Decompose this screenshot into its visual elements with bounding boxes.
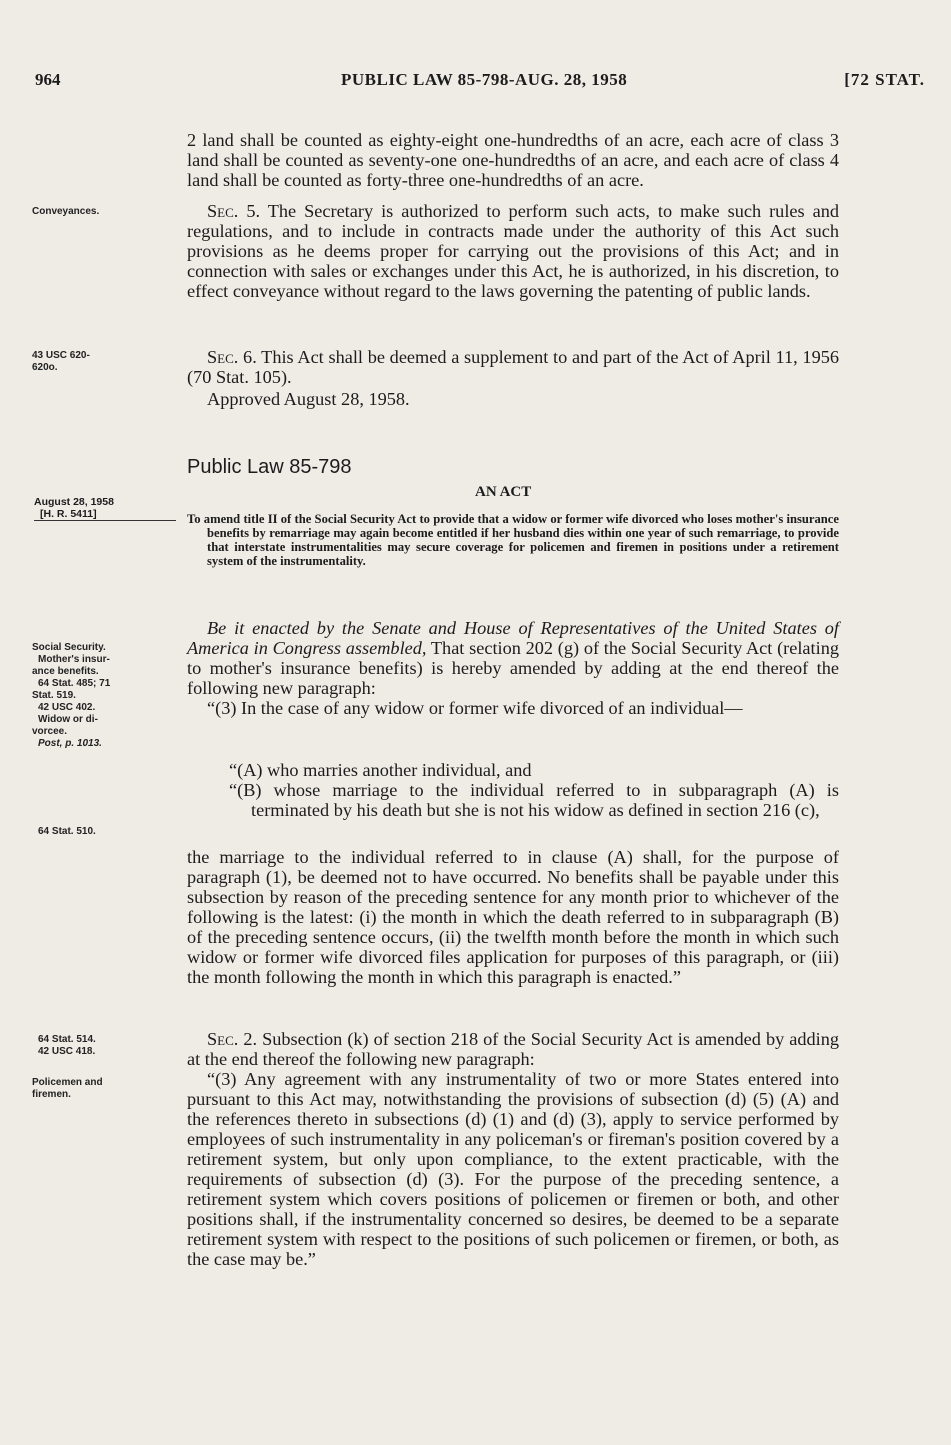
section-2 bbox=[187, 1029, 839, 1269]
margin-note-text: firemen. bbox=[32, 1089, 71, 1100]
margin-note-text: Widow or di- bbox=[38, 714, 98, 725]
continuation-text: 2 land shall be counted as eighty-eight one-hundredths of an acre, each acre of class 3 land shall be counted as seventy-one one-hundredths of an acre, and each acre of class 4 land shall be counted as forty-three one-hundredths of an acre. bbox=[187, 130, 839, 190]
margin-note-text: Policemen and bbox=[32, 1077, 103, 1088]
margin-note-text: [H. R. 5411] bbox=[40, 508, 97, 520]
margin-note-text: Mother's insur- bbox=[38, 654, 110, 665]
margin-note-text: Social Security. bbox=[32, 642, 106, 653]
header-stat-ref: [72 STAT. bbox=[844, 70, 925, 89]
margin-note-text: 64 Stat. 514. bbox=[38, 1034, 96, 1045]
margin-note-text: 620o. bbox=[32, 362, 58, 373]
sec1-text: That section 202 (g) of the Social Security Act (relating to mother's insurance benefits) is hereby amended by adding at the end thereof the following new paragraph: bbox=[187, 638, 839, 698]
header-title: PUBLIC LAW 85-798-AUG. 28, 1958 bbox=[341, 70, 628, 89]
margin-note-sec2-refs bbox=[32, 1034, 182, 1058]
margin-note-conveyances bbox=[32, 206, 182, 218]
public-law-title: Public Law 85-798 bbox=[187, 456, 352, 478]
margin-note-social-security bbox=[32, 642, 182, 750]
margin-note-64stat510 bbox=[32, 826, 182, 838]
margin-note-text: 42 USC 418. bbox=[38, 1046, 96, 1057]
summary-text: To amend title II of the Social Security Act to provide that a widow or former wife divorced who loses mother's insurance benefits by remarriage may again become entitled if her husband dies within one year of such remarriage, to provide that interstate instrumentalities may secure coverage for policemen and firemen in positions under a retirement system of the instrumentality. bbox=[187, 512, 839, 568]
paragraph-3-rest-text: the marriage to the individual referred to in clause (A) shall, for the purpose of paragraph (1), be deemed not to have occurred. No benefits shall be payable under this subsection by reason of the preceding sentence for any month prior to whichever of the following is the latest: (i) the month in which the death referred to in subparagraph (B) of the preceding sentence occurs, (ii) the twelfth month before the month in which such widow or former wife divorced files application for purposes of this paragraph, or (iii) the month following the month in which this paragraph is enacted.” bbox=[187, 847, 839, 987]
margin-note-date bbox=[34, 496, 114, 520]
sec6-label: Sec. 6. bbox=[207, 347, 257, 367]
margin-note-text: Stat. 519. bbox=[32, 690, 76, 701]
approved-date: Approved August 28, 1958. bbox=[207, 389, 410, 409]
margin-note-text: Post, p. 1013. bbox=[38, 738, 102, 749]
sec2-paragraph: “(3) Any agreement with any instrumentality of two or more States entered into pursuant to this Act may, notwithstanding the provisions of subsection (d) (5) (A) and the references thereto in subsections (d) (1) and (d) (3), apply to service performed by employees of such instrumentality in any policeman's or fireman's position covered by a retirement system, but only upon compliance, to the extent practicable, with the requirements of subsection (d) (3). For the purpose of the preceding sentence, a retirement system which covers positions of policemen or firemen or both, and other positions shall, if the instrumentality concerned so desires, be deemed to be a separate retirement system with respect to the positions of such policemen or firemen, or both, as the case may be.” bbox=[187, 1069, 839, 1269]
sec6-text: This Act shall be deemed a supplement to and part of the Act of April 11, 1956 (70 Stat. 105). bbox=[187, 347, 839, 387]
section-1 bbox=[187, 618, 839, 718]
clause-b: “(B) whose marriage to the individual referred to in subparagraph (A) is terminated by his death but she is not his widow as defined in section 216 (c), bbox=[229, 780, 839, 820]
margin-note-text: vorcee. bbox=[32, 726, 68, 737]
margin-note-text: 43 USC 620- bbox=[32, 350, 90, 361]
an-act-heading: AN ACT bbox=[475, 484, 532, 500]
margin-note-text: Conveyances. bbox=[32, 206, 100, 217]
margin-note-usc620 bbox=[32, 350, 182, 374]
sec5-label: Sec. 5. bbox=[207, 201, 261, 221]
sec2-text: Subsection (k) of section 218 of the Social Security Act is amended by adding at the end thereof the following new paragraph: bbox=[187, 1029, 839, 1069]
divider bbox=[34, 520, 176, 521]
clause-a: “(A) who marries another individual, and bbox=[229, 760, 532, 780]
continuation-paragraph bbox=[187, 130, 839, 190]
enacting-clause: Be it enacted by the Senate and House of Representatives of the United States of America in Congress assembled, bbox=[187, 618, 839, 658]
sec5-text: The Secretary is authorized to perform such acts, to make such rules and regulations, and to include in contracts made under the authority of this Act such provisions as he deems proper for carrying out the provisions of this Act; and in connection with sales or exchanges under this Act, he is authorized, in his discretion, to effect conveyance without regard to the laws governing the patenting of public lands. bbox=[187, 201, 840, 301]
margin-note-policemen bbox=[32, 1077, 182, 1101]
page-number: 964 bbox=[35, 70, 61, 89]
margin-note-text: 42 USC 402. bbox=[38, 702, 96, 713]
paragraph-3-intro: “(3) In the case of any widow or former wife divorced of an individual— bbox=[207, 698, 743, 718]
sec2-label: Sec. 2. bbox=[207, 1029, 258, 1049]
section-5 bbox=[187, 201, 839, 301]
margin-note-text: 64 Stat. 510. bbox=[38, 826, 96, 837]
clauses-list bbox=[207, 760, 839, 820]
margin-note-text: August 28, 1958 bbox=[34, 496, 114, 508]
section-6 bbox=[187, 347, 839, 387]
act-summary bbox=[187, 512, 839, 568]
margin-note-text: ance benefits. bbox=[32, 666, 99, 677]
paragraph-3-rest bbox=[187, 847, 839, 987]
margin-note-text: 64 Stat. 485; 71 bbox=[38, 678, 111, 689]
running-header bbox=[35, 70, 925, 94]
